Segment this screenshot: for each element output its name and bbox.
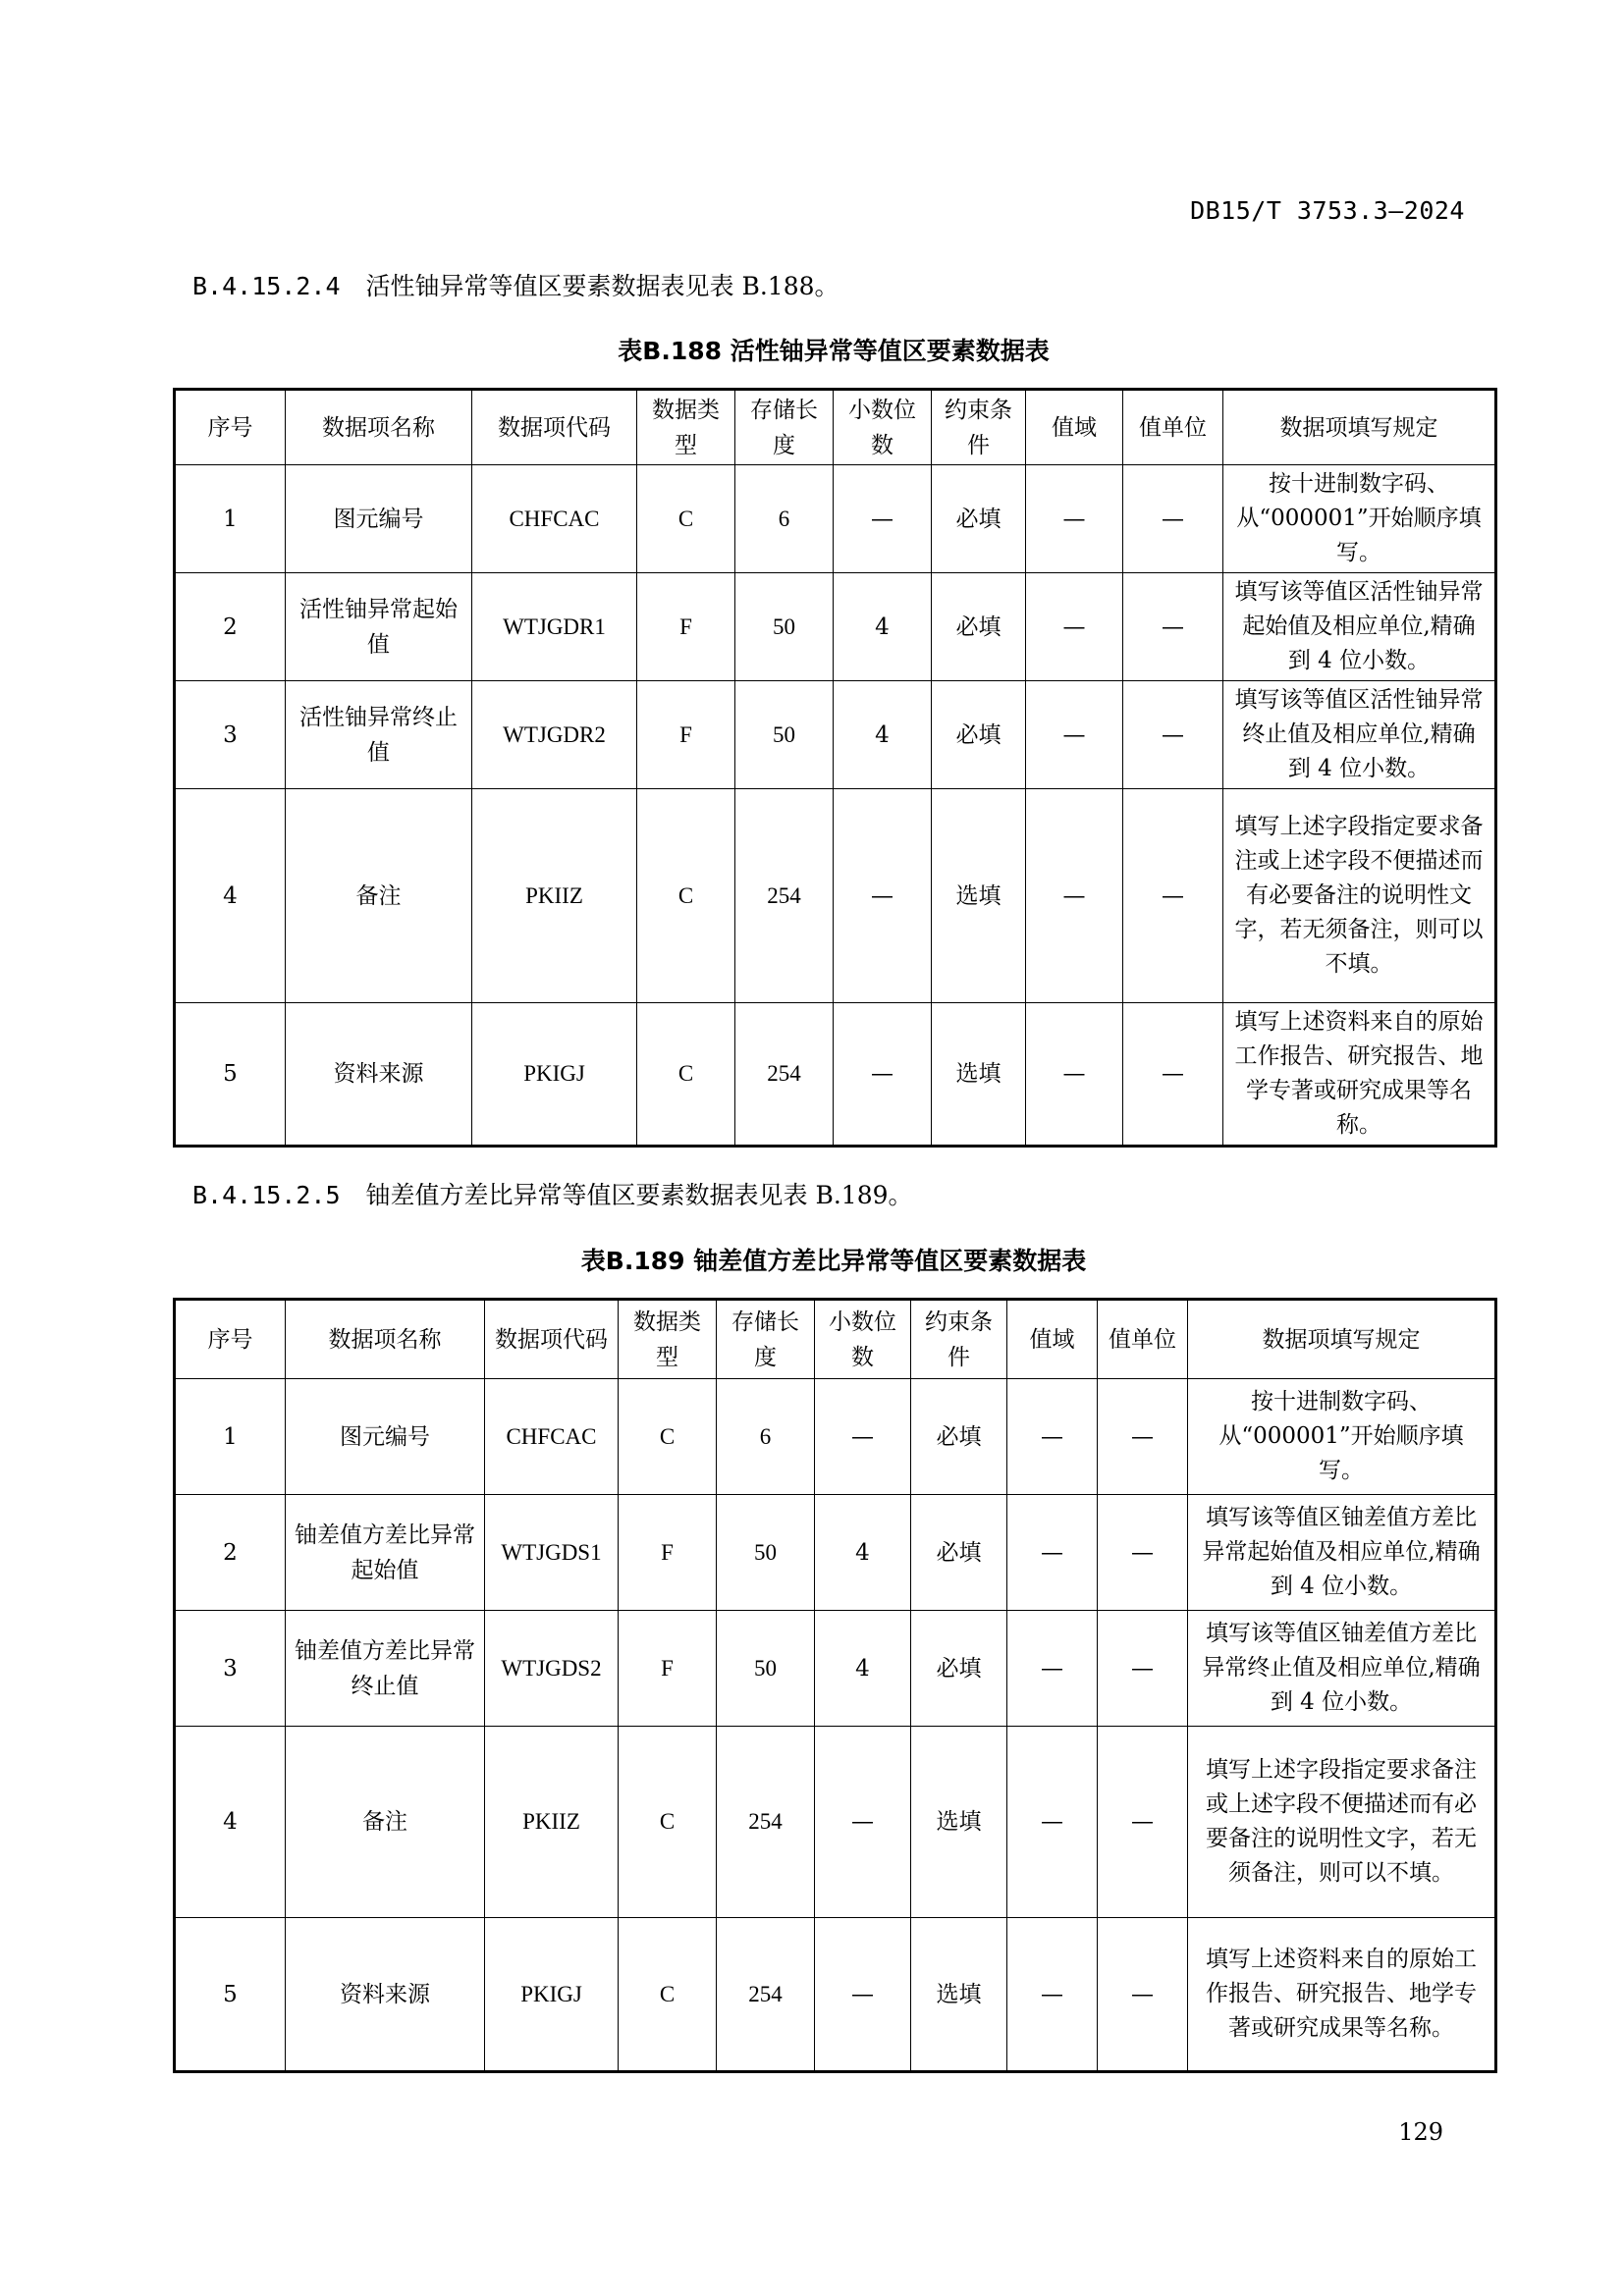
- clause-number: B.4.15.2.5: [192, 1181, 341, 1209]
- clause-text: 铀差值方差比异常等值区要素数据表见表 B.189。: [365, 1181, 913, 1209]
- cell-storage-length: 6: [717, 1379, 815, 1495]
- cell-value-unit: —: [1098, 1379, 1188, 1495]
- cell-value-unit: —: [1123, 573, 1223, 681]
- table-header-row: [175, 1300, 1496, 1379]
- cell-value-domain: —: [1007, 1918, 1098, 2072]
- cell-fill-rule: 填写该等值区活性铀异常起始值及相应单位,精确到 4 位小数。: [1223, 573, 1496, 681]
- cell-item-code: PKIGJ: [472, 1003, 637, 1147]
- cell-item-name: 铀差值方差比异常终止值: [286, 1611, 485, 1727]
- cell-fill-rule: 按十进制数字码、从“000001”开始顺序填写。: [1223, 465, 1496, 573]
- cell-value-unit: —: [1098, 1918, 1188, 2072]
- col-header-constraint: 约束条件: [932, 390, 1026, 465]
- cell-seq: 4: [175, 1727, 286, 1918]
- cell-storage-length: 50: [717, 1611, 815, 1727]
- table-row: [175, 1495, 1496, 1611]
- cell-fill-rule: 填写上述资料来自的原始工作报告、研究报告、地学专著或研究成果等名称。: [1223, 1003, 1496, 1147]
- cell-seq: 2: [175, 573, 286, 681]
- col-header-seq: 序号: [175, 390, 286, 465]
- col-header-name: 数据项名称: [286, 390, 472, 465]
- clause-b4-15-2-5: [192, 1176, 913, 1211]
- cell-data-type: C: [637, 1003, 735, 1147]
- cell-fill-rule: 填写上述资料来自的原始工作报告、研究报告、地学专著或研究成果等名称。: [1188, 1918, 1496, 2072]
- cell-value-domain: —: [1026, 573, 1123, 681]
- table-row: [175, 681, 1496, 789]
- cell-data-type: C: [619, 1918, 717, 2072]
- cell-value-domain: —: [1007, 1611, 1098, 1727]
- cell-constraint: 必填: [932, 573, 1026, 681]
- cell-item-code: PKIIZ: [472, 789, 637, 1003]
- cell-item-name: 图元编号: [286, 465, 472, 573]
- cell-fill-rule: 按十进制数字码、从“000001”开始顺序填写。: [1188, 1379, 1496, 1495]
- cell-value-unit: —: [1098, 1727, 1188, 1918]
- table-row: [175, 573, 1496, 681]
- col-header-rule: 数据项填写规定: [1188, 1300, 1496, 1379]
- cell-constraint: 必填: [911, 1379, 1007, 1495]
- cell-data-type: C: [637, 465, 735, 573]
- cell-value-domain: —: [1026, 681, 1123, 789]
- standard-code: DB15/T 3753.3—2024: [1190, 196, 1465, 225]
- page-number: 129: [1398, 2118, 1443, 2146]
- cell-item-name: 资料来源: [286, 1003, 472, 1147]
- col-header-type: 数据类型: [619, 1300, 717, 1379]
- col-header-constraint: 约束条件: [911, 1300, 1007, 1379]
- cell-seq: 3: [175, 1611, 286, 1727]
- cell-value-domain: —: [1007, 1727, 1098, 1918]
- col-header-rule: 数据项填写规定: [1223, 390, 1496, 465]
- cell-data-type: C: [619, 1727, 717, 1918]
- cell-item-code: PKIGJ: [485, 1918, 619, 2072]
- cell-decimal-places: 4: [815, 1611, 911, 1727]
- cell-seq: 5: [175, 1918, 286, 2072]
- cell-data-type: F: [637, 681, 735, 789]
- col-header-name: 数据项名称: [286, 1300, 485, 1379]
- cell-storage-length: 50: [717, 1495, 815, 1611]
- cell-value-unit: —: [1123, 789, 1223, 1003]
- col-header-length: 存储长度: [735, 390, 834, 465]
- clause-text: 活性铀异常等值区要素数据表见表 B.188。: [365, 272, 839, 300]
- table-header-row: [175, 390, 1496, 465]
- cell-data-type: C: [637, 789, 735, 1003]
- cell-storage-length: 6: [735, 465, 834, 573]
- cell-data-type: F: [619, 1495, 717, 1611]
- clause-b4-15-2-4: [192, 267, 839, 302]
- col-header-code: 数据项代码: [472, 390, 637, 465]
- cell-value-domain: —: [1007, 1495, 1098, 1611]
- col-header-decimals: 小数位数: [815, 1300, 911, 1379]
- cell-value-domain: —: [1026, 465, 1123, 573]
- data-table-b188: [173, 388, 1497, 1148]
- cell-item-code: CHFCAC: [472, 465, 637, 573]
- table-row: [175, 465, 1496, 573]
- cell-constraint: 选填: [932, 789, 1026, 1003]
- cell-storage-length: 254: [717, 1727, 815, 1918]
- cell-fill-rule: 填写上述字段指定要求备注或上述字段不便描述而有必要备注的说明性文字，若无须备注，则可以不填。: [1223, 789, 1496, 1003]
- cell-constraint: 必填: [932, 465, 1026, 573]
- cell-item-name: 活性铀异常起始值: [286, 573, 472, 681]
- cell-decimal-places: —: [834, 1003, 932, 1147]
- cell-data-type: F: [637, 573, 735, 681]
- cell-item-name: 活性铀异常终止值: [286, 681, 472, 789]
- cell-item-code: WTJGDS2: [485, 1611, 619, 1727]
- cell-storage-length: 254: [735, 1003, 834, 1147]
- table-row: [175, 1003, 1496, 1147]
- col-header-code: 数据项代码: [485, 1300, 619, 1379]
- cell-decimal-places: —: [815, 1918, 911, 2072]
- col-header-length: 存储长度: [717, 1300, 815, 1379]
- table-caption-b188: 表B.188 活性铀异常等值区要素数据表: [618, 337, 1050, 365]
- cell-item-code: WTJGDR1: [472, 573, 637, 681]
- table-caption-b189: 表B.189 铀差值方差比异常等值区要素数据表: [580, 1247, 1087, 1275]
- cell-value-unit: —: [1098, 1495, 1188, 1611]
- cell-seq: 3: [175, 681, 286, 789]
- cell-storage-length: 254: [735, 789, 834, 1003]
- cell-decimal-places: —: [834, 789, 932, 1003]
- cell-value-unit: —: [1123, 465, 1223, 573]
- cell-data-type: C: [619, 1379, 717, 1495]
- cell-decimal-places: 4: [815, 1495, 911, 1611]
- cell-decimal-places: 4: [834, 681, 932, 789]
- col-header-decimals: 小数位数: [834, 390, 932, 465]
- col-header-domain: 值域: [1007, 1300, 1098, 1379]
- cell-item-code: PKIIZ: [485, 1727, 619, 1918]
- cell-fill-rule: 填写上述字段指定要求备注或上述字段不便描述而有必要备注的说明性文字，若无须备注，则可以不填。: [1188, 1727, 1496, 1918]
- cell-seq: 2: [175, 1495, 286, 1611]
- cell-fill-rule: 填写该等值区铀差值方差比异常终止值及相应单位,精确到 4 位小数。: [1188, 1611, 1496, 1727]
- table-row: [175, 1727, 1496, 1918]
- cell-value-domain: —: [1026, 789, 1123, 1003]
- cell-constraint: 选填: [911, 1727, 1007, 1918]
- cell-item-code: WTJGDS1: [485, 1495, 619, 1611]
- cell-value-domain: —: [1007, 1379, 1098, 1495]
- cell-decimal-places: —: [834, 465, 932, 573]
- cell-storage-length: 50: [735, 573, 834, 681]
- cell-item-code: CHFCAC: [485, 1379, 619, 1495]
- cell-decimal-places: 4: [834, 573, 932, 681]
- cell-storage-length: 254: [717, 1918, 815, 2072]
- cell-item-name: 资料来源: [286, 1918, 485, 2072]
- cell-item-name: 备注: [286, 1727, 485, 1918]
- cell-item-name: 铀差值方差比异常起始值: [286, 1495, 485, 1611]
- cell-constraint: 选填: [932, 1003, 1026, 1147]
- cell-seq: 1: [175, 1379, 286, 1495]
- clause-number: B.4.15.2.4: [192, 272, 341, 300]
- cell-item-name: 备注: [286, 789, 472, 1003]
- cell-fill-rule: 填写该等值区活性铀异常终止值及相应单位,精确到 4 位小数。: [1223, 681, 1496, 789]
- cell-constraint: 必填: [911, 1495, 1007, 1611]
- cell-value-domain: —: [1026, 1003, 1123, 1147]
- cell-decimal-places: —: [815, 1727, 911, 1918]
- col-header-unit: 值单位: [1098, 1300, 1188, 1379]
- cell-storage-length: 50: [735, 681, 834, 789]
- col-header-domain: 值域: [1026, 390, 1123, 465]
- cell-seq: 5: [175, 1003, 286, 1147]
- table-row: [175, 789, 1496, 1003]
- cell-seq: 1: [175, 465, 286, 573]
- cell-constraint: 选填: [911, 1918, 1007, 2072]
- cell-fill-rule: 填写该等值区铀差值方差比异常起始值及相应单位,精确到 4 位小数。: [1188, 1495, 1496, 1611]
- col-header-unit: 值单位: [1123, 390, 1223, 465]
- col-header-type: 数据类型: [637, 390, 735, 465]
- table-row: [175, 1611, 1496, 1727]
- cell-item-name: 图元编号: [286, 1379, 485, 1495]
- cell-constraint: 必填: [911, 1611, 1007, 1727]
- cell-decimal-places: —: [815, 1379, 911, 1495]
- cell-value-unit: —: [1123, 1003, 1223, 1147]
- cell-item-code: WTJGDR2: [472, 681, 637, 789]
- table-row: [175, 1918, 1496, 2072]
- cell-seq: 4: [175, 789, 286, 1003]
- table-row: [175, 1379, 1496, 1495]
- col-header-seq: 序号: [175, 1300, 286, 1379]
- data-table-b189: [173, 1298, 1497, 2073]
- cell-constraint: 必填: [932, 681, 1026, 789]
- cell-data-type: F: [619, 1611, 717, 1727]
- cell-value-unit: —: [1098, 1611, 1188, 1727]
- cell-value-unit: —: [1123, 681, 1223, 789]
